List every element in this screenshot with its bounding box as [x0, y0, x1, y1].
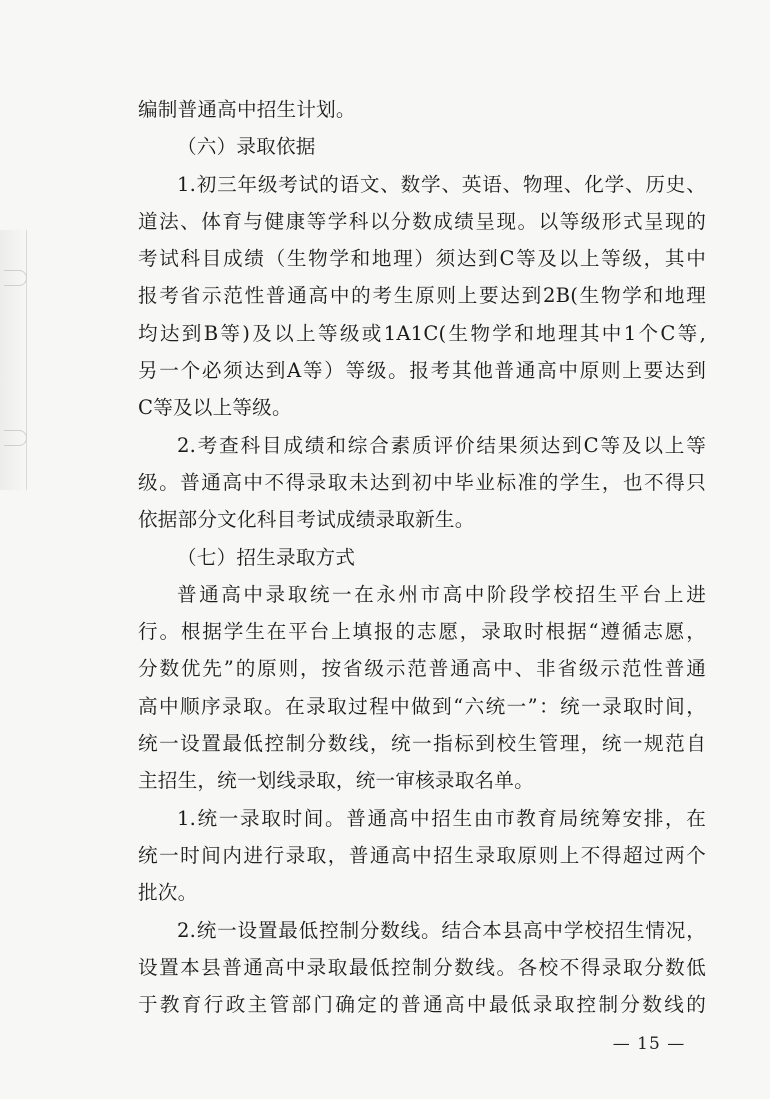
text-line: 统一时间内进行录取，普通高中招生录取原则上不得超过两个 — [138, 843, 706, 867]
text-line: 1.统一录取时间。普通高中招生由市教育局统筹安排，在 — [177, 806, 706, 830]
text-line: 道法、体育与健康等学科以分数成绩呈现。以等级形式呈现的 — [138, 209, 706, 233]
text-line: 分数优先”的原则，按省级示范普通高中、非省级示范性普通 — [138, 657, 706, 681]
text-line: 2.考查科目成绩和综合素质评价结果须达到C等及以上等 — [177, 433, 706, 457]
text-line: 考试科目成绩（生物学和地理）须达到C等及以上等级，其中 — [138, 247, 706, 271]
text-line: 普通高中录取统一在永州市高中阶段学校招生平台上进 — [177, 582, 706, 606]
section-heading: （七）招生录取方式 — [177, 545, 356, 569]
text-line: 报考省示范性普通高中的考生原则上要达到2B(生物学和地理 — [138, 284, 706, 308]
text-line: 统一设置最低控制分数线，统一指标到校生管理，统一规范自 — [138, 732, 706, 756]
text-line: 批次。 — [138, 881, 198, 905]
text-line: 行。根据学生在平台上填报的志愿，录取时根据“遵循志愿， — [138, 620, 706, 644]
text-line: 设置本县普通高中录取最低控制分数线。各校不得录取分数低 — [138, 955, 706, 979]
text-line: 依据部分文化科目考试成绩录取新生。 — [138, 508, 475, 532]
text-line: 编制普通高中招生计划。 — [138, 98, 356, 121]
document-body — [138, 96, 706, 1028]
text-line: C等及以上等级。 — [138, 396, 292, 420]
text-line: 1.初三年级考试的语文、数学、英语、物理、化学、历史、 — [177, 172, 706, 196]
binding-edge — [0, 230, 27, 490]
text-line: 均达到B等)及以上等级或1A1C(生物学和地理其中1个C等, — [138, 321, 706, 345]
text-line: 级。普通高中不得录取未达到初中毕业标准的学生，也不得只 — [138, 470, 706, 494]
text-line: 另一个必须达到A等）等级。报考其他普通高中原则上要达到 — [138, 359, 706, 383]
text-line: 2.统一设置最低控制分数线。结合本县高中学校招生情况， — [177, 918, 706, 942]
text-line: 于教育行政主管部门确定的普通高中最低录取控制分数线的 — [138, 993, 706, 1017]
text-line: 主招生，统一划线录取，统一审核录取名单。 — [138, 769, 534, 793]
page-number: — 15 — — [612, 1034, 686, 1054]
text-line: 高中顺序录取。在录取过程中做到“六统一”：统一录取时间， — [138, 694, 706, 718]
section-heading: （六）录取依据 — [177, 135, 316, 159]
